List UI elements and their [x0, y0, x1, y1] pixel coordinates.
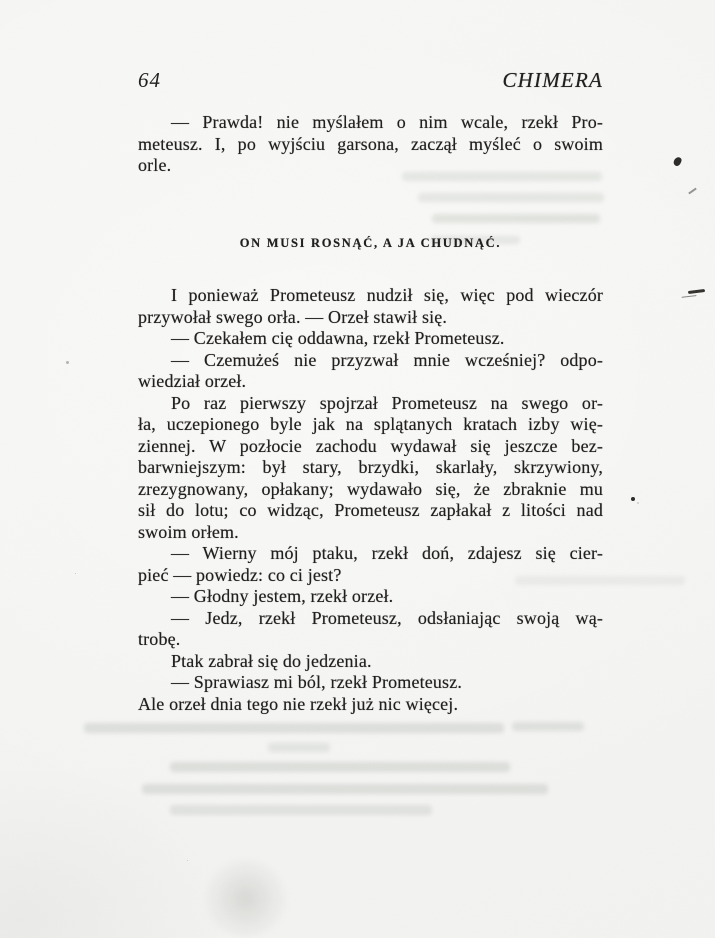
text-line: — Wierny mój ptaku, rzekł doń, zdajesz się cier-: [171, 543, 603, 563]
text-line: przywołał swego orła. — Orzeł stawił się.: [138, 306, 448, 327]
text-line: swoim orłem.: [138, 521, 239, 542]
text-line: orle.: [138, 155, 172, 175]
text-line: sił do lotu; co widząc, Prometeusz zapłakał z litości nad: [138, 500, 603, 520]
text-line: wiedział orzeł.: [138, 371, 247, 391]
bleedthrough-ghost-line: [512, 722, 584, 731]
scan-smudge: [198, 852, 293, 937]
ink-speck: [688, 289, 705, 294]
text-line: — Sprawiasz mi ból, rzekł Prometeusz.: [171, 672, 462, 692]
text-line: ziennej. W pozłocie zachodu wydawał się jeszcze bez-: [138, 435, 603, 456]
section-heading: ON MUSI ROSNĄĆ, A JA CHUDNĄĆ.: [239, 236, 502, 250]
ink-speck: [672, 156, 682, 167]
bleedthrough-ghost-line: [142, 784, 548, 794]
page-number: 64: [138, 68, 161, 92]
text-line: Ptak zabrał się do jedzenia.: [171, 650, 372, 671]
text-line: meteusz. I, po wyjściu garsona, zaczął myśleć o swoim: [138, 133, 603, 154]
text-line: Ale orzeł dnia tego nie rzekł już nic więcej.: [138, 693, 459, 714]
bleedthrough-ghost-line: [418, 193, 604, 202]
running-head: [138, 68, 603, 93]
bleedthrough-ghost-line: [170, 805, 432, 815]
text-line: — Jedz, rzekł Prometeusz, odsłaniając swoją wą-: [171, 607, 603, 628]
bleedthrough-ghost-line: [170, 762, 510, 772]
ink-speck: [688, 188, 697, 195]
text-line: barwniejszym: był stary, brzydki, skarlały, skrzywiony,: [138, 457, 603, 477]
text-line: — Czekałem cię oddawna, rzekł Prometeusz.: [171, 328, 505, 348]
text-line: ła, uczepionego byle jak na splątanych kratach izby wię-: [138, 414, 603, 434]
text-line: trobę.: [138, 629, 181, 649]
text-line: — Prawda! nie myślałem o nim wcale, rzekł Pro-: [171, 112, 603, 132]
bleedthrough-ghost-line: [268, 743, 330, 752]
text-line: — Czemużeś nie przyzwał mnie wcześniej? odpo-: [171, 349, 603, 370]
body-text: [138, 285, 603, 715]
text-line: I ponieważ Prometeusz nudził się, więc pod wieczór: [171, 285, 603, 305]
text-line: zrezygnowany, opłakany; wydawało się, że zbraknie mu: [138, 478, 603, 499]
text-line: — Głodny jestem, rzekł orzeł.: [171, 586, 394, 606]
ink-speck: [66, 361, 69, 364]
text-line: pieć — powiedz: co ci jest?: [138, 564, 342, 585]
text-line: Po raz pierwszy spojrzał Prometeusz na swego or-: [171, 392, 603, 413]
bleedthrough-ghost-line: [432, 214, 600, 223]
bleedthrough-ghost-line: [84, 723, 504, 733]
running-title: CHIMERA: [502, 68, 603, 92]
ink-speck: [631, 497, 635, 501]
intro-paragraph: [138, 112, 603, 177]
